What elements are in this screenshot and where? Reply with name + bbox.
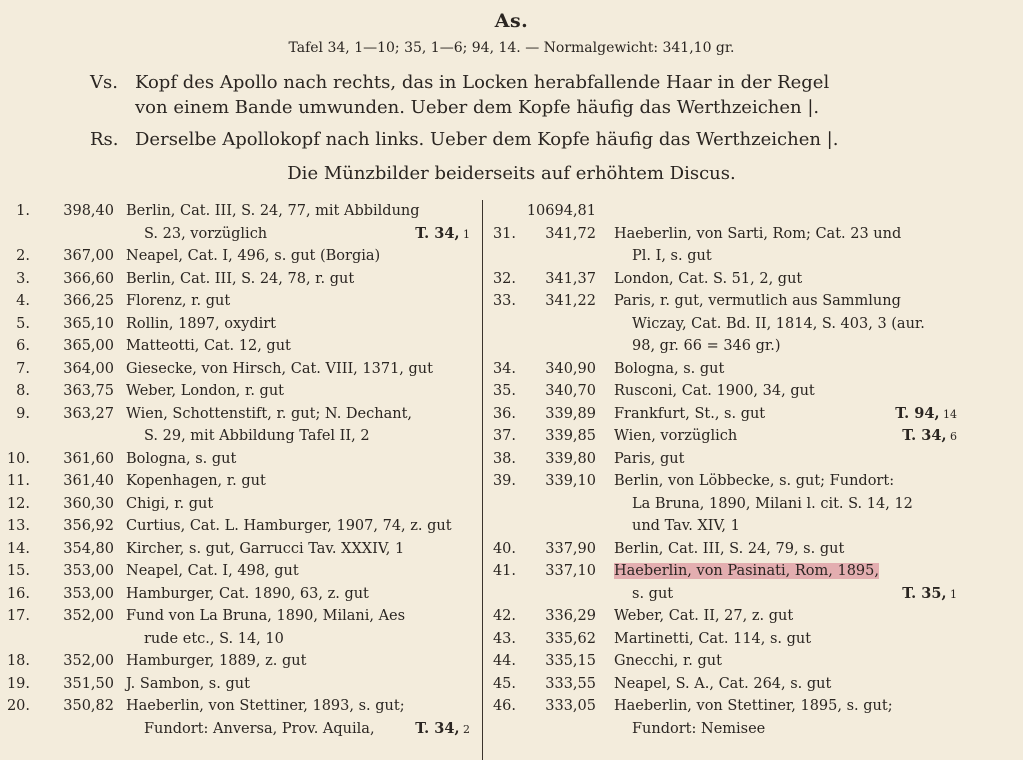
plate-reference [415,223,470,247]
entry-number: 8. [16,383,30,399]
entry-row [490,538,1023,561]
entry-text: Berlin, Cat. III, S. 24, 77, mit Abbildung [126,203,420,219]
entry-text: Paris, gut [614,450,685,467]
entry-number: 5. [16,315,30,332]
entry-row [0,290,480,313]
entry-text: Kopenhagen, r. gut [126,473,266,489]
entry-number: 41. [492,563,516,579]
entry-row [490,290,1023,313]
entry-description [614,335,781,358]
entry-row [490,380,1023,403]
entry-weight: 364,00 [63,360,114,377]
entry-description [614,425,737,448]
plate-figure-number: 2 [459,722,470,736]
entry-description [126,605,405,628]
page-title: As. [494,10,529,32]
entry-weight: 353,00 [63,585,114,602]
entry-number: 12. [6,495,30,512]
entry-number: 20. [6,698,30,714]
reverse-description [90,127,970,152]
reverse-line-1: Derselbe Apollokopf nach links. Ueber dem Kopfe häufig das Werthzeichen |. [135,129,839,150]
entry-number: 1. [16,203,30,219]
entry-text: Hamburger, Cat. 1890, 63, z. gut [126,585,369,602]
entry-weight: 337,90 [545,540,596,557]
entry-weight: 363,75 [63,383,114,399]
entry-text: Rollin, 1897, oxydirt [126,315,277,332]
entry-number: 34. [492,360,516,377]
entry-weight: 339,10 [545,473,596,489]
entry-text: S. 29, mit Abbildung Tafel II, 2 [144,428,370,444]
entry-weight: 360,30 [63,495,114,512]
entry-weight: 335,15 [545,653,596,669]
entry-description [614,245,712,268]
entry-continuation-row [0,425,480,448]
entry-description [614,515,740,538]
entry-text: Gnecchi, r. gut [614,653,722,669]
entry-weight: 398,40 [63,203,114,219]
entry-description [614,605,793,628]
entry-weight: 341,37 [545,270,596,287]
entry-description [126,695,405,718]
entry-row [490,628,1023,651]
entry-number: 45. [492,675,516,692]
entry-row [490,650,1023,673]
entry-text: La Bruna, 1890, Milani l. cit. S. 14, 12 [632,495,913,512]
entry-continuation-row [0,223,480,246]
entry-description [614,718,765,741]
entry-row [490,605,1023,628]
entry-description [614,313,925,336]
plate-label: T. 34, [415,224,460,242]
entry-weight: 341,22 [545,293,596,309]
entry-row [490,268,1023,291]
entry-continuation-row [490,718,1023,741]
entry-description [126,470,266,493]
entry-number: 14. [6,540,30,557]
entry-description [126,650,306,673]
entry-number: 33. [492,293,516,309]
entry-number: 10. [6,450,30,467]
entry-weight: 337,10 [545,563,596,579]
obverse-line-2: von einem Bande umwunden. Ueber dem Kopfe häufig das Werthzeichen |. [135,97,820,118]
entry-description [126,515,452,538]
entry-row [0,583,480,606]
entry-continuation-row [490,245,1023,268]
entry-row [490,200,1023,223]
entry-row [0,380,480,403]
entry-row [490,448,1023,471]
entry-description [614,380,815,403]
entry-number: 44. [492,653,516,669]
entry-row [490,695,1023,718]
entry-description [126,245,380,268]
entry-number: 17. [6,608,30,624]
entry-text: Haeberlin, von Sarti, Rom; Cat. 23 und [614,225,902,242]
entry-text: Florenz, r. gut [126,293,231,309]
entry-row [490,470,1023,493]
entry-description [126,560,299,583]
obverse-description [90,70,970,120]
plate-figure-number: 1 [459,227,470,241]
plate-figure-number: 6 [946,430,957,443]
entry-weight: 366,25 [63,293,114,309]
plate-label: T. 35, [902,584,947,602]
entry-weight: 335,62 [545,630,596,647]
entry-row [0,695,480,718]
entry-description [614,268,802,291]
entry-row [0,245,480,268]
entry-row [0,673,480,696]
plate-reference [902,425,957,449]
entry-text: rude etc., S. 14, 10 [144,630,284,647]
entry-weight: 339,89 [545,405,596,422]
entry-description [126,493,213,516]
left-column [0,200,480,740]
entry-description [126,380,284,403]
entry-weight: 336,29 [545,608,596,624]
entry-description [126,448,236,471]
entry-row [0,403,480,426]
entry-weight: 341,72 [545,225,596,242]
entry-row [0,538,480,561]
plate-reference-line: Tafel 34, 1—10; 35, 1—6; 94, 14. — Normalgewicht: 341,10 gr. [288,40,735,56]
entry-number: 9. [16,405,30,422]
entry-weight: 356,92 [63,518,114,534]
entry-row [0,470,480,493]
entry-text: Bologna, s. gut [126,450,237,467]
entry-description [614,448,684,471]
entry-row [490,403,1023,426]
entry-text: Neapel, Cat. I, 496, s. gut (Borgia) [126,248,381,264]
highlighted-text: Haeberlin, von Pasinati, Rom, 1895, [614,563,879,579]
entry-text: 98, gr. 66 = 346 gr.) [632,338,781,354]
entry-text: Martinetti, Cat. 114, s. gut [614,630,812,647]
entry-description [126,223,267,246]
entry-description [126,290,230,313]
entry-number: 11. [6,473,30,489]
entry-weight: 350,82 [63,698,114,714]
entry-row [490,425,1023,448]
entry-description [126,628,284,651]
entry-continuation-row [490,583,1023,606]
entry-text: Frankfurt, St., s. gut [614,405,766,422]
entry-number: 35. [492,383,516,399]
reverse-label: Rs. [90,129,119,150]
entry-text: und Tav. XIV, 1 [632,518,740,534]
plate-reference [902,583,957,607]
entry-number: 15. [6,563,30,579]
entry-weight: 354,80 [63,540,114,557]
entry-text: S. 23, vorzüglich [144,225,268,242]
discus-note: Die Münzbilder beiderseits auf erhöhtem Discus. [287,163,736,184]
entry-number: 3. [16,270,30,287]
entry-text: Curtius, Cat. L. Hamburger, 1907, 74, z. gut [126,518,452,534]
plate-label: T. 34, [902,427,947,444]
entry-number: 37. [492,428,516,444]
entry-weight: 10694,81 [526,203,596,219]
obverse-label: Vs. [90,72,118,93]
entry-weight: 366,60 [63,270,114,287]
entry-weight: 339,80 [545,450,596,467]
entry-weight: 351,50 [63,675,114,692]
entry-number: 32. [492,270,516,287]
plate-label: T. 34, [415,719,460,737]
entry-text: Wien, vorzüglich [614,428,738,444]
entry-continuation-row [490,335,1023,358]
entry-text: Pl. I, s. gut [632,248,712,264]
entry-description [126,403,412,426]
entry-description [126,335,291,358]
entry-description [614,290,901,313]
entry-continuation-row [490,515,1023,538]
entry-row [0,335,480,358]
entry-description [126,313,276,336]
entry-weight: 352,00 [63,608,114,624]
entry-row [490,223,1023,246]
entry-text: Rusconi, Cat. 1900, 34, gut [614,383,815,399]
entry-text: Neapel, S. A., Cat. 264, s. gut [614,675,832,692]
entry-text: Paris, r. gut, vermutlich aus Sammlung [614,293,901,309]
plate-reference [895,403,957,427]
entry-row [0,313,480,336]
entry-number: 7. [16,360,30,377]
entry-continuation-row [490,313,1023,336]
entry-number: 42. [492,608,516,624]
entry-text: Giesecke, von Hirsch, Cat. VIII, 1371, gut [126,360,433,377]
entry-description [614,695,893,718]
entry-weight: 333,55 [545,675,596,692]
entry-text: Weber, Cat. II, 27, z. gut [614,608,794,624]
entry-row [0,358,480,381]
entry-text: Haeberlin, von Stettiner, 1895, s. gut; [614,698,893,714]
entry-description [614,493,913,516]
entry-text: Haeberlin, von Stettiner, 1893, s. gut; [126,698,405,714]
entry-description [126,583,369,606]
entry-description [126,268,354,291]
entry-weight: 365,10 [63,315,114,332]
entry-number: 13. [6,518,30,534]
entry-text: Bologna, s. gut [614,360,725,377]
entry-description [614,538,844,561]
entry-description [126,538,404,561]
entry-number: 19. [6,675,30,692]
entry-weight: 352,00 [63,653,114,669]
entry-text: Berlin, Cat. III, S. 24, 79, s. gut [614,540,845,557]
entry-number: 39. [492,473,516,489]
entry-number: 43. [492,630,516,647]
entry-row [0,200,480,223]
column-divider [482,200,483,760]
entry-number: 38. [492,450,516,467]
right-column [490,200,1023,740]
entry-text: Fundort: Nemisee [632,720,766,737]
entry-text: Weber, London, r. gut [126,383,284,399]
entry-text: Neapel, Cat. I, 498, gut [126,563,299,579]
entry-description [126,358,433,381]
entry-continuation-row [0,628,480,651]
entry-description [614,358,724,381]
plate-reference [415,718,470,742]
entry-row [0,268,480,291]
entry-description [614,223,901,246]
entry-text: Fundort: Anversa, Prov. Aquila, [144,720,375,737]
entry-row [0,448,480,471]
entry-number: 16. [6,585,30,602]
entry-weight: 361,40 [63,473,114,489]
entry-row [0,515,480,538]
entry-description [614,403,765,426]
entry-number: 18. [6,653,30,669]
entry-description [126,718,375,741]
entry-description [126,200,420,223]
entry-description [614,650,722,673]
entry-text: London, Cat. S. 51, 2, gut [614,270,803,287]
entry-text: Hamburger, 1889, z. gut [126,653,307,669]
entry-text: Berlin, von Löbbecke, s. gut; Fundort: [614,473,895,489]
entry-weight: 340,70 [545,383,596,399]
entry-row [490,560,1023,583]
entry-number: 36. [492,405,516,422]
entry-description [614,560,879,583]
entry-description [614,583,673,606]
entry-row [0,493,480,516]
entry-weight: 363,27 [63,405,114,422]
entry-text: Fund von La Bruna, 1890, Milani, Aes [126,608,406,624]
entry-row [0,605,480,628]
entry-description [614,673,831,696]
entry-weight: 361,60 [63,450,114,467]
entry-text: J. Sambon, s. gut [126,675,250,692]
entry-text: Wien, Schottenstift, r. gut; N. Dechant, [126,405,412,422]
plate-figure-number: 14 [939,407,957,421]
entry-weight: 365,00 [63,338,114,354]
entry-text: Berlin, Cat. III, S. 24, 78, r. gut [126,270,355,287]
entry-number: 2. [16,248,30,264]
entry-row [490,673,1023,696]
plate-label: T. 94, [895,404,940,422]
entry-weight: 367,00 [63,248,114,264]
entry-text: Wiczay, Cat. Bd. II, 1814, S. 403, 3 (aur. [632,315,925,332]
entry-text: s. gut [632,585,674,602]
entry-description [126,425,370,448]
entry-continuation-row [490,493,1023,516]
entry-number: 6. [16,338,30,354]
entry-description [126,673,250,696]
entry-number: 46. [492,698,516,714]
entry-weight: 339,85 [545,428,596,444]
entry-number: 40. [492,540,516,557]
entry-text: Kircher, s. gut, Garrucci Tav. XXXIV, 1 [126,540,405,557]
entry-weight: 353,00 [63,563,114,579]
entry-text: Chigi, r. gut [126,495,214,512]
entry-number: 4. [16,293,30,309]
obverse-line-1: Kopf des Apollo nach rechts, das in Locken herabfallende Haar in der Regel [135,72,830,93]
plate-figure-number: 1 [946,587,957,601]
entry-row [490,358,1023,381]
entry-weight: 333,05 [545,698,596,714]
entry-row [0,650,480,673]
entry-description [614,470,894,493]
entry-row [0,560,480,583]
entry-weight: 340,90 [545,360,596,377]
entry-description [614,628,811,651]
entry-number: 31. [492,225,516,242]
entry-continuation-row [0,718,480,741]
entry-text: Matteotti, Cat. 12, gut [126,338,291,354]
